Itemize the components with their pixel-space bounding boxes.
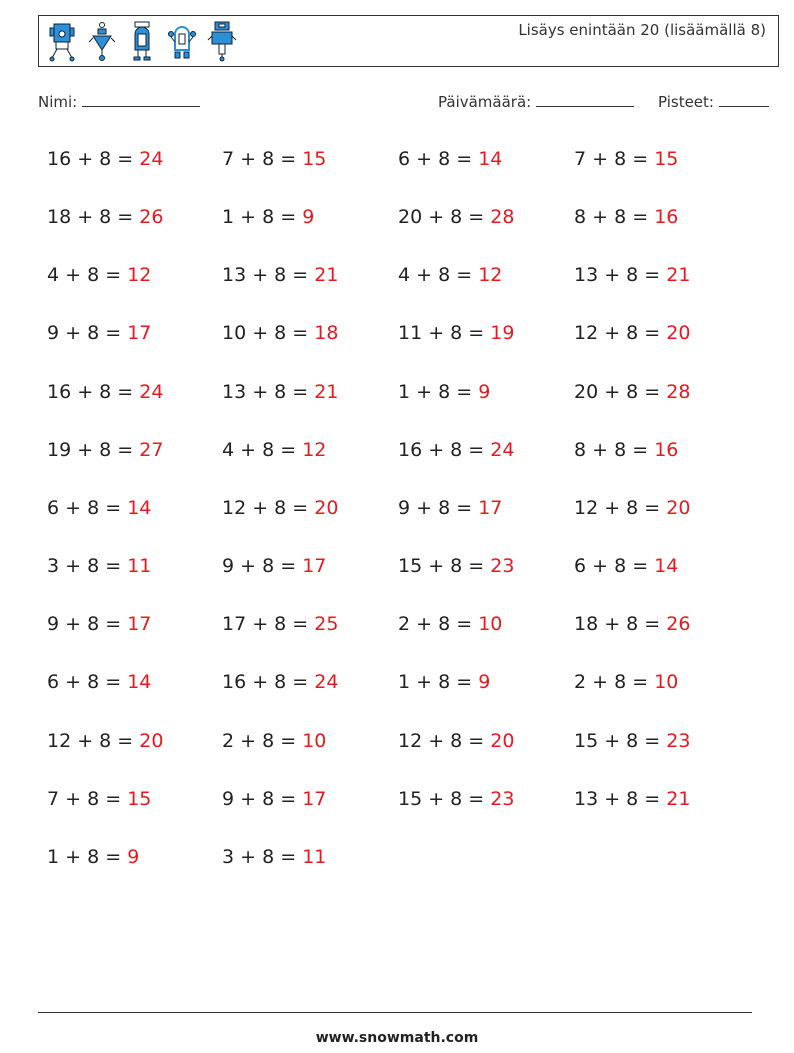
problem-question: 11 + 8 =: [398, 322, 491, 345]
score-label: Pisteet:: [658, 93, 714, 111]
problem-answer: 28: [666, 380, 691, 403]
problem-item: [398, 613, 502, 635]
problem-answer: 14: [127, 671, 152, 694]
problem-answer: 10: [302, 729, 327, 752]
problem-question: 6 + 8 =: [574, 555, 655, 578]
problem-item: [222, 613, 338, 635]
problem-answer: 21: [666, 787, 691, 810]
problem-answer: 24: [314, 671, 339, 694]
robot-icon-3: [127, 20, 157, 62]
problem-question: 13 + 8 =: [574, 264, 667, 287]
problem-item: [574, 439, 678, 461]
problem-question: 9 + 8 =: [222, 787, 303, 810]
problem-question: 15 + 8 =: [574, 729, 667, 752]
problem-question: 6 + 8 =: [398, 148, 479, 170]
problem-answer: 23: [666, 729, 691, 752]
problem-question: 13 + 8 =: [574, 787, 667, 810]
problem-answer: 9: [478, 671, 491, 694]
problem-item: [47, 846, 139, 868]
problem-item: [398, 148, 502, 170]
problem-item: [47, 613, 151, 635]
score-field: [658, 93, 769, 111]
problem-question: 17 + 8 =: [222, 613, 315, 636]
problem-item: [47, 788, 151, 810]
problem-answer: 14: [478, 148, 503, 170]
date-blank[interactable]: [536, 94, 634, 107]
problem-question: 2 + 8 =: [222, 729, 303, 752]
problem-item: [222, 381, 338, 403]
problem-question: 19 + 8 =: [47, 438, 140, 461]
worksheet-title: Lisäys enintään 20 (lisäämällä 8): [518, 21, 766, 39]
problem-question: 1 + 8 =: [398, 671, 479, 694]
problem-question: 3 + 8 =: [47, 555, 128, 578]
problem-item: [47, 671, 151, 693]
problem-question: 16 + 8 =: [47, 148, 140, 170]
problem-answer: 26: [666, 613, 691, 636]
problem-item: [398, 497, 502, 519]
problem-answer: 24: [139, 148, 164, 170]
name-field: [38, 93, 200, 111]
problem-answer: 17: [127, 322, 152, 345]
problem-item: [574, 613, 690, 635]
problem-answer: 14: [127, 496, 152, 519]
problem-question: 9 + 8 =: [47, 613, 128, 636]
problem-question: 3 + 8 =: [222, 845, 303, 868]
problem-answer: 17: [302, 555, 327, 578]
problem-answer: 21: [666, 264, 691, 287]
problem-question: 4 + 8 =: [398, 264, 479, 287]
problem-answer: 9: [302, 206, 315, 229]
problem-question: 15 + 8 =: [398, 555, 491, 578]
problem-question: 12 + 8 =: [222, 496, 315, 519]
problem-item: [574, 148, 678, 170]
problem-item: [222, 555, 326, 577]
problem-item: [574, 497, 690, 519]
problem-item: [47, 439, 163, 461]
problem-item: [574, 671, 678, 693]
problem-item: [47, 264, 151, 286]
problem-question: 7 + 8 =: [574, 148, 655, 170]
problem-answer: 17: [302, 787, 327, 810]
problem-question: 6 + 8 =: [47, 496, 128, 519]
problem-question: 12 + 8 =: [47, 729, 140, 752]
problem-item: [222, 148, 326, 170]
problem-question: 1 + 8 =: [47, 845, 128, 868]
problem-question: 2 + 8 =: [574, 671, 655, 694]
problem-item: [222, 264, 338, 286]
robot-icon-1: [47, 20, 77, 62]
problem-question: 16 + 8 =: [47, 380, 140, 403]
problem-answer: 25: [314, 613, 339, 636]
problem-answer: 23: [490, 555, 515, 578]
problem-answer: 12: [127, 264, 152, 287]
problem-answer: 20: [666, 322, 691, 345]
problem-item: [222, 206, 314, 228]
problem-item: [222, 439, 326, 461]
problem-question: 18 + 8 =: [47, 206, 140, 229]
footer-url: www.snowmath.com: [315, 1030, 479, 1046]
problem-item: [222, 322, 338, 344]
problem-question: 7 + 8 =: [47, 787, 128, 810]
date-label: Päivämäärä:: [438, 93, 532, 111]
problem-question: 8 + 8 =: [574, 438, 655, 461]
problem-answer: 15: [654, 148, 679, 170]
problem-question: 16 + 8 =: [222, 671, 315, 694]
problem-question: 9 + 8 =: [398, 496, 479, 519]
problem-answer: 10: [654, 671, 679, 694]
footer-divider: [38, 1012, 752, 1013]
problem-answer: 20: [666, 496, 691, 519]
problem-item: [47, 322, 151, 344]
problem-answer: 12: [478, 264, 503, 287]
robot-icon-2: [87, 20, 117, 62]
problem-item: [398, 206, 514, 228]
name-label: Nimi:: [38, 93, 78, 111]
problem-answer: 10: [478, 613, 503, 636]
problem-item: [47, 206, 163, 228]
problem-item: [398, 264, 502, 286]
problem-question: 12 + 8 =: [574, 496, 667, 519]
problem-answer: 24: [139, 380, 164, 403]
problem-question: 20 + 8 =: [574, 380, 667, 403]
problem-item: [574, 206, 678, 228]
problem-question: 1 + 8 =: [222, 206, 303, 229]
problem-answer: 11: [127, 555, 152, 578]
problem-item: [398, 730, 514, 752]
problem-item: [574, 264, 690, 286]
problem-item: [398, 381, 490, 403]
problem-item: [574, 788, 690, 810]
problem-answer: 23: [490, 787, 515, 810]
problem-answer: 16: [654, 438, 679, 461]
problem-question: 4 + 8 =: [47, 264, 128, 287]
problem-question: 8 + 8 =: [574, 206, 655, 229]
problem-item: [47, 497, 151, 519]
score-blank[interactable]: [719, 94, 769, 107]
problem-item: [47, 730, 163, 752]
problem-answer: 17: [478, 496, 503, 519]
problem-answer: 26: [139, 206, 164, 229]
problem-item: [222, 788, 326, 810]
problem-item: [222, 846, 326, 868]
problem-question: 2 + 8 =: [398, 613, 479, 636]
problem-question: 10 + 8 =: [222, 322, 315, 345]
robot-icons: [47, 20, 237, 62]
problem-answer: 19: [490, 322, 515, 345]
problem-item: [222, 730, 326, 752]
problem-answer: 18: [314, 322, 339, 345]
problem-item: [47, 555, 151, 577]
problem-question: 4 + 8 =: [222, 438, 303, 461]
problem-answer: 20: [314, 496, 339, 519]
robot-icon-5: [207, 20, 237, 62]
problem-item: [574, 555, 678, 577]
problem-answer: 27: [139, 438, 164, 461]
date-field: [438, 93, 634, 111]
problem-item: [574, 322, 690, 344]
problem-answer: 16: [654, 206, 679, 229]
problem-question: 9 + 8 =: [222, 555, 303, 578]
problem-item: [574, 381, 690, 403]
problem-question: 1 + 8 =: [398, 380, 479, 403]
problem-item: [574, 730, 690, 752]
problem-question: 6 + 8 =: [47, 671, 128, 694]
problem-question: 9 + 8 =: [47, 322, 128, 345]
problem-question: 12 + 8 =: [574, 322, 667, 345]
problem-item: [398, 322, 514, 344]
problem-answer: 17: [127, 613, 152, 636]
problem-question: 13 + 8 =: [222, 380, 315, 403]
problem-item: [222, 497, 338, 519]
problem-answer: 9: [127, 845, 140, 868]
problem-item: [398, 671, 490, 693]
problem-question: 15 + 8 =: [398, 787, 491, 810]
problem-item: [398, 439, 514, 461]
problem-item: [398, 788, 514, 810]
problem-answer: 11: [302, 845, 327, 868]
problem-item: [398, 555, 514, 577]
problem-answer: 21: [314, 380, 339, 403]
problem-answer: 14: [654, 555, 679, 578]
problem-question: 18 + 8 =: [574, 613, 667, 636]
problem-question: 7 + 8 =: [222, 148, 303, 170]
problem-question: 13 + 8 =: [222, 264, 315, 287]
problem-question: 20 + 8 =: [398, 206, 491, 229]
name-blank[interactable]: [82, 94, 200, 107]
problem-answer: 24: [490, 438, 515, 461]
problem-answer: 15: [127, 787, 152, 810]
problem-answer: 15: [302, 148, 327, 170]
problem-question: 12 + 8 =: [398, 729, 491, 752]
problem-answer: 20: [490, 729, 515, 752]
robot-icon-4: [167, 20, 197, 62]
problem-question: 16 + 8 =: [398, 438, 491, 461]
header-box: [38, 15, 779, 67]
problem-answer: 21: [314, 264, 339, 287]
problem-answer: 28: [490, 206, 515, 229]
problem-item: [47, 381, 163, 403]
problem-item: [222, 671, 338, 693]
problem-answer: 9: [478, 380, 491, 403]
problem-answer: 20: [139, 729, 164, 752]
problem-answer: 12: [302, 438, 327, 461]
problem-item: [47, 148, 163, 170]
